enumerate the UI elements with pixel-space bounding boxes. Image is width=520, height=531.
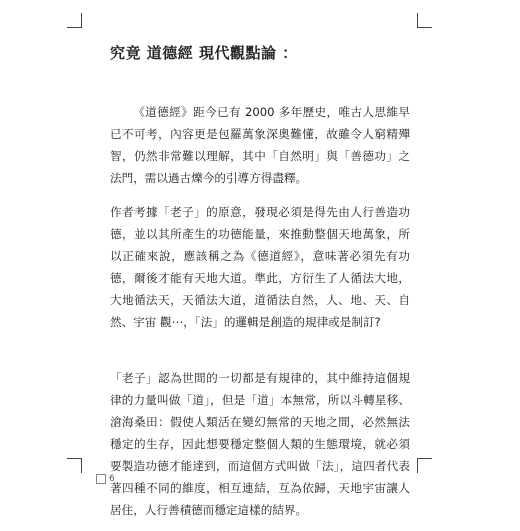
document-body bbox=[110, 42, 410, 531]
paragraph-1: 《道德經》距今已有 2000 多年歷史，唯古人思維早已不可考，內容更是包羅萬象深奧難懂，故雖令人窮精殫智，仍然非常難以理解，其中「自然明」與「善德功」之法門，需以過古爍今的引導方得盡釋。 bbox=[110, 105, 410, 185]
page-marker-icon bbox=[96, 474, 106, 484]
crop-mark-top-right bbox=[417, 13, 432, 28]
paragraph-2: 作者考據「老子」的原意，發現必須是得先由人行善造功德，並以其所產生的功德能量，來推動整個天地萬象，所以正確來說，應該稱之為《德道經》，意味著必須先有功德，爾後才能有天地大道。準此，方衍生了人循法大地，大地循法天，天循法大道，道循法自然，人、地、天、自然、宇宙 觀⋯，「法」的邏輯是創造的規律或是制訂? bbox=[110, 205, 410, 329]
page-number bbox=[96, 474, 115, 484]
document-title: 究竟 道德經 現代觀點論 ： bbox=[110, 44, 298, 62]
crop-mark-bottom-left bbox=[67, 458, 82, 473]
paragraph-3: 「老子」認為世間的一切都是有規律的，其中維持這個規律的力量叫做「道」，但是「道」本無常，所以斗轉星移、滄海桑田：假使人類活在變幻無常的天地之間，必然無法穩定的生存，因此想要穩定整個人類的生態環境，就必須要製造功德才能達到，而這個方式叫做「法」，這四者代表著四種不同的維度，相互連結，互為依歸，天地宇宙讓人居住，人行善積德而穩定這樣的結界。 bbox=[110, 371, 410, 517]
page-number-label: 6 bbox=[109, 474, 115, 484]
crop-mark-bottom-right bbox=[417, 458, 432, 473]
crop-mark-top-left bbox=[67, 13, 82, 28]
